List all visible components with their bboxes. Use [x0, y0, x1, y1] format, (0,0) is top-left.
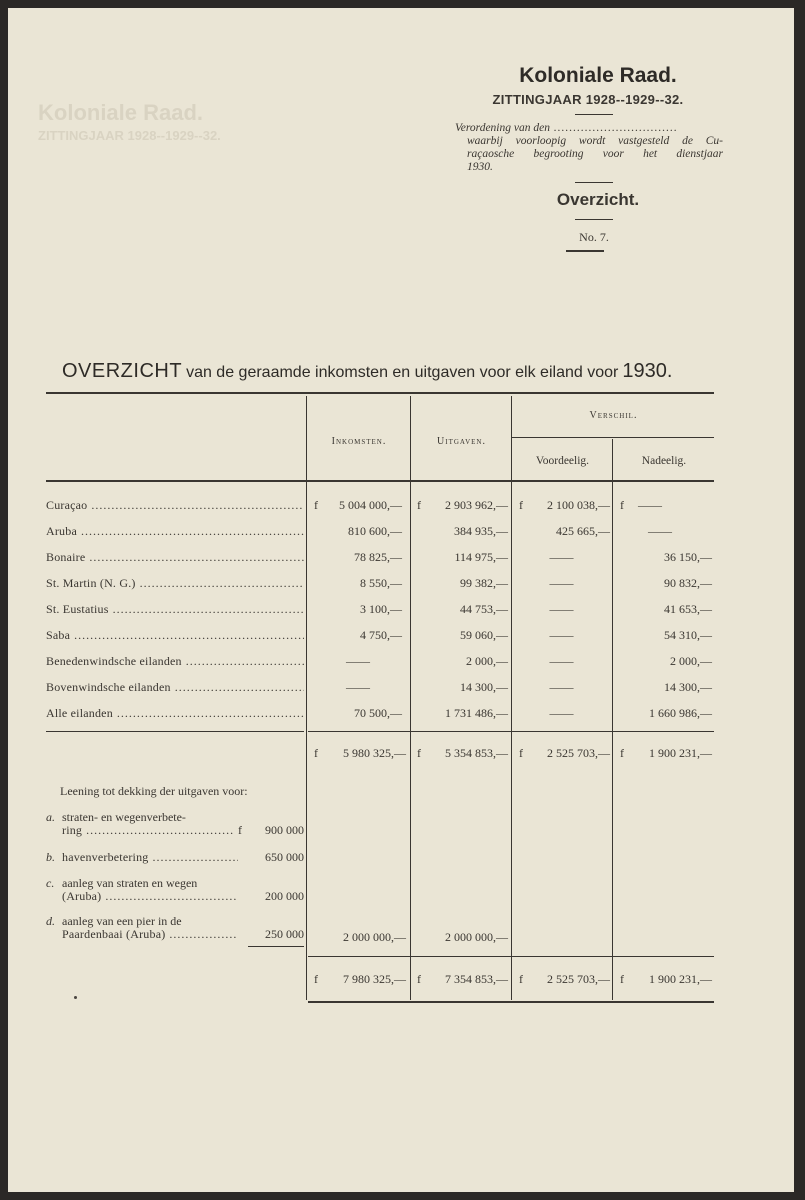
row-inkomsten: 78 825,— [354, 550, 402, 564]
loan-b-line1: havenverbetering ..... [62, 850, 238, 865]
bleed-through-session: ZITTINGJAAR 1928--1929--32. [38, 128, 221, 143]
loan-b-letter: b. [46, 850, 55, 864]
loan-heading: Leening tot dekking der uitgaven voor: [60, 784, 248, 798]
table-bottom-rule [308, 1001, 714, 1003]
table-title [62, 360, 672, 383]
header-nadeelig: Nadeelig. [641, 455, 687, 467]
row-uitgaven: 1 731 486,— [445, 706, 508, 720]
header-verschil: Verschil. [589, 410, 638, 421]
ordinance-block [455, 122, 723, 174]
row-nadeelig: —— [648, 524, 672, 538]
loan-sum-rule [248, 946, 304, 947]
header-inkomsten: Inkomsten. [331, 436, 387, 447]
bleed-through-title: Koloniale Raad. [38, 100, 204, 125]
overview-subtitle: Overzicht. [556, 190, 640, 209]
total-uitgaven: 7 354 853,— [445, 972, 508, 986]
loan-a-amount: 900 000 [265, 823, 304, 837]
row-voordeelig: —— [549, 654, 574, 668]
total-currency-uitgaven: f [417, 972, 421, 986]
row-label: Aruba ..... [46, 524, 304, 539]
row-inkomsten: —— [346, 654, 370, 668]
row-uitgaven: 2 000,— [466, 654, 508, 668]
council-title: Koloniale Raad. [519, 64, 677, 87]
total-nadeelig: 1 900 231,— [649, 972, 712, 986]
row-uitgaven: 114 975,— [454, 550, 508, 564]
table-title-year: 1930. [622, 360, 673, 382]
row-currency-uitgaven: f [417, 498, 421, 512]
loan-c-line2: (Aruba) ..... [62, 889, 238, 904]
row-voordeelig: —— [549, 602, 574, 616]
row-inkomsten: 3 100,— [360, 602, 402, 616]
table-title-text: van de geraamde inkomsten en uitgaven voor elk eiland voor [186, 364, 619, 381]
row-uitgaven: 99 382,— [460, 576, 508, 590]
header-uitgaven: Uitgaven. [437, 436, 486, 447]
row-inkomsten: 8 550,— [360, 576, 402, 590]
row-nadeelig: 41 653,— [664, 602, 712, 616]
loan-c-line1: aanleg van straten en wegen [62, 876, 198, 890]
session-year: ZITTINGJAAR 1928--1929--32. [492, 92, 684, 107]
ordinance-desc-2: raçaosche begrooting voor het dienstjaar [467, 148, 723, 160]
row-voordeelig: —— [549, 680, 574, 694]
subtotal-currency-nadeelig: f [620, 746, 624, 760]
row-label: Saba ..... [46, 628, 304, 643]
header-rule-3 [575, 219, 613, 220]
column-divider-1 [306, 396, 307, 1000]
column-divider-3 [511, 396, 512, 1000]
column-divider-4 [612, 439, 613, 1000]
row-nadeelig: 14 300,— [664, 680, 712, 694]
row-label: Curaçao ..... [46, 498, 304, 513]
body-rule-left [46, 731, 304, 732]
subtotal-nadeelig: 1 900 231,— [649, 746, 712, 760]
row-voordeelig: —— [549, 550, 574, 564]
row-voordeelig: —— [549, 628, 574, 642]
row-inkomsten: 5 004 000,— [339, 498, 402, 512]
total-inkomsten: 7 980 325,— [343, 972, 406, 986]
loan-inkomsten: 2 000 000,— [343, 930, 406, 944]
loan-d-letter: d. [46, 914, 55, 928]
row-uitgaven: 59 060,— [460, 628, 508, 642]
row-uitgaven: 44 753,— [460, 602, 508, 616]
row-uitgaven: 14 300,— [460, 680, 508, 694]
loan-a-line2: ring ..... [62, 823, 234, 838]
row-label: Bovenwindsche eilanden ..... [46, 680, 304, 695]
ink-speck [74, 996, 77, 999]
row-voordeelig: —— [549, 706, 574, 720]
loan-a-currency: f [238, 823, 242, 837]
loan-c-amount: 200 000 [265, 889, 304, 903]
loan-d-line1: aanleg van een pier in de [62, 914, 182, 928]
row-nadeelig: 1 660 986,— [649, 706, 712, 720]
row-voordeelig: —— [549, 576, 574, 590]
loan-d-amount: 250 000 [265, 927, 304, 941]
column-divider-2 [410, 396, 411, 1000]
document-number: No. 7. [579, 230, 609, 244]
subtotal-voordeelig: 2 525 703,— [547, 746, 610, 760]
ordinance-desc-1: waarbij voorloopig wordt vastgesteld de Cu- [467, 135, 723, 147]
row-label: Bonaire ..... [46, 550, 304, 565]
row-nadeelig: —— [638, 498, 662, 512]
loan-a-letter: a. [46, 810, 55, 824]
row-label: St. Martin (N. G.) ..... [46, 576, 304, 591]
header-rule-1 [575, 114, 613, 115]
subtotal-currency-voordeelig: f [519, 746, 523, 760]
loan-c-letter: c. [46, 876, 55, 890]
row-inkomsten: —— [346, 680, 370, 694]
table-header-rule [46, 480, 714, 482]
table-title-keyword: OVERZICHT [62, 360, 183, 382]
verschil-subrule [511, 437, 714, 438]
row-nadeelig: 36 150,— [664, 550, 712, 564]
row-uitgaven: 384 935,— [454, 524, 508, 538]
subtotal-inkomsten: 5 980 325,— [343, 746, 406, 760]
row-voordeelig: 2 100 038,— [547, 498, 610, 512]
total-currency-inkomsten: f [314, 972, 318, 986]
row-label: Benedenwindsche eilanden ..... [46, 654, 304, 669]
row-label: Alle eilanden ..... [46, 706, 304, 721]
row-nadeelig: 90 832,— [664, 576, 712, 590]
row-currency-nadeelig: f [620, 498, 624, 512]
row-inkomsten: 810 600,— [348, 524, 402, 538]
subtotal-currency-inkomsten: f [314, 746, 318, 760]
table-top-rule [46, 392, 714, 394]
row-uitgaven: 2 903 962,— [445, 498, 508, 512]
ordinance-line: Verordening van den ................................ [455, 122, 678, 134]
row-inkomsten: 4 750,— [360, 628, 402, 642]
total-currency-voordeelig: f [519, 972, 523, 986]
row-label: St. Eustatius ..... [46, 602, 304, 617]
row-voordeelig: 425 665,— [556, 524, 610, 538]
row-nadeelig: 2 000,— [670, 654, 712, 668]
header-rule-4 [566, 250, 604, 252]
document-page [8, 8, 794, 1192]
loan-a-line1: straten- en wegenverbete- [62, 810, 186, 824]
total-currency-nadeelig: f [620, 972, 624, 986]
loan-b-amount: 650 000 [265, 850, 304, 864]
row-nadeelig: 54 310,— [664, 628, 712, 642]
subtotal-currency-uitgaven: f [417, 746, 421, 760]
header-rule-2 [575, 182, 613, 183]
ordinance-desc-3: 1930. [467, 161, 493, 173]
row-inkomsten: 70 500,— [354, 706, 402, 720]
subtotal-uitgaven: 5 354 853,— [445, 746, 508, 760]
header-voordeelig: Voordeelig. [535, 455, 590, 467]
row-currency-inkomsten: f [314, 498, 318, 512]
loan-d-line2: Paardenbaai (Aruba) ..... [62, 927, 238, 942]
total-voordeelig: 2 525 703,— [547, 972, 610, 986]
loan-uitgaven: 2 000 000,— [445, 930, 508, 944]
row-currency-voordeelig: f [519, 498, 523, 512]
